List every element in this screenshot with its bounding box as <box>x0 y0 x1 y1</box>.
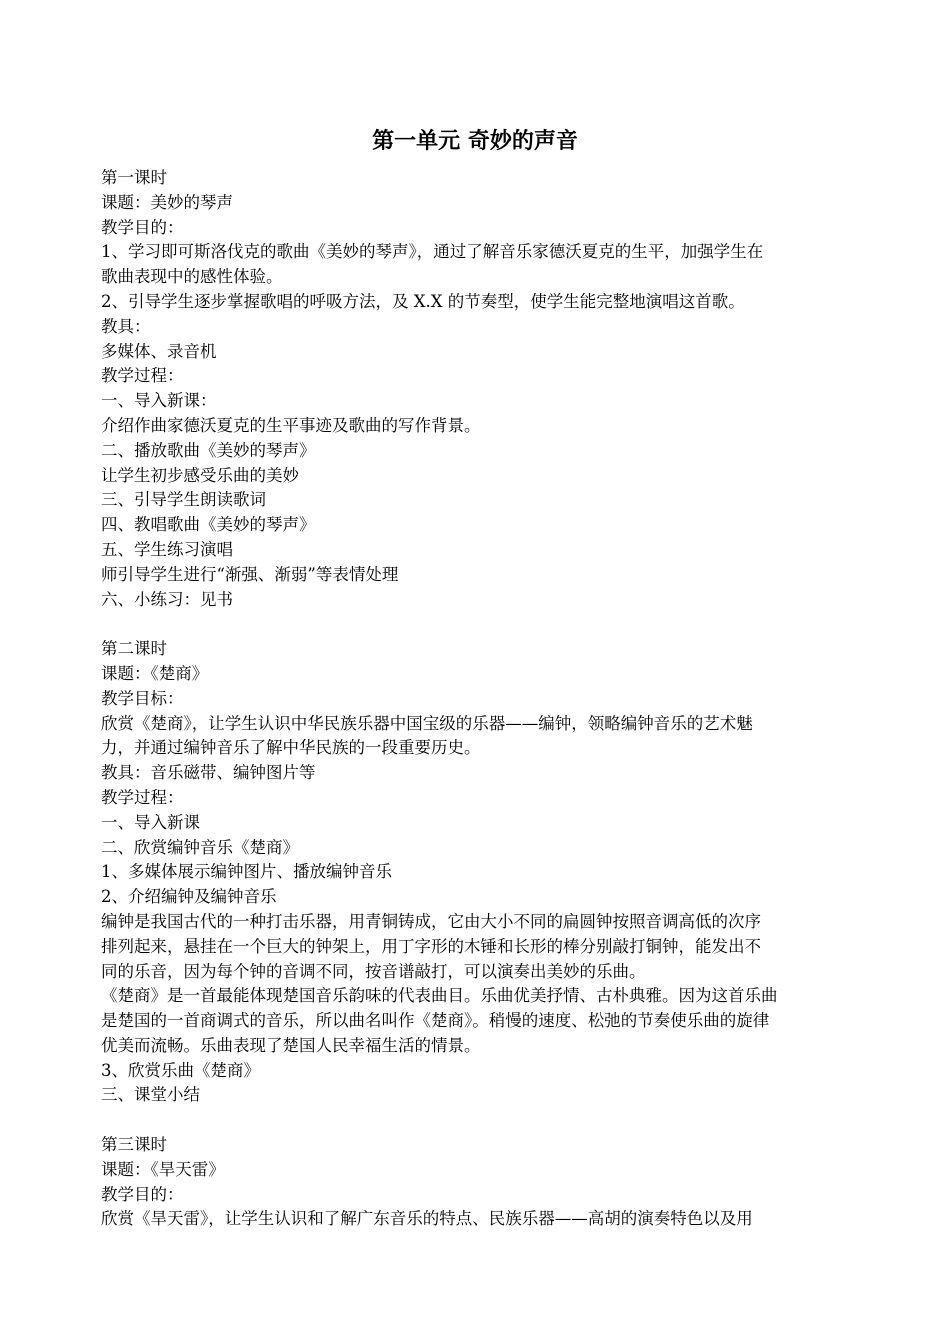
lesson-heading: 第一课时 <box>101 168 167 187</box>
process-step: 二、欣赏编钟音乐《楚商》 <box>101 837 299 857</box>
goal-text: 力，并通过编钟音乐了解中华民族的一段重要历史。 <box>101 738 481 758</box>
process-label: 教学过程： <box>101 787 184 807</box>
process-detail: 让学生初步感受乐曲的美妙 <box>101 465 299 485</box>
process-substep: 2、介绍编钟及编钟音乐 <box>101 887 277 907</box>
blank-line <box>101 612 853 637</box>
document-body <box>101 166 853 1232</box>
goal-text: 欣赏《楚商》，让学生认识中华民族乐器中国宝级的乐器——编钟，领略编钟音乐的艺术魅 <box>101 713 753 733</box>
tools-label: 教具： <box>101 316 151 336</box>
tools-text: 多媒体、录音机 <box>101 341 217 361</box>
process-substep: 1、多媒体展示编钟图片、播放编钟音乐 <box>101 862 392 882</box>
lesson-topic: 课题：《旱天雷》 <box>101 1159 225 1179</box>
goal-label: 教学目的： <box>101 1184 184 1204</box>
goal-label: 教学目的： <box>101 217 184 237</box>
process-detail: 介绍作曲家德沃夏克的生平事迹及歌曲的写作背景。 <box>101 415 481 435</box>
process-step: 三、引导学生朗读歌词 <box>101 490 266 510</box>
process-detail: 师引导学生进行“渐强、渐弱”等表情处理 <box>101 564 399 584</box>
goal-label: 教学目标： <box>101 688 184 708</box>
lesson-topic: 课题：《楚商》 <box>101 663 209 683</box>
process-step: 六、小练习：见书 <box>101 589 233 609</box>
lesson-heading: 第二课时 <box>101 639 167 659</box>
tools-text: 教具：音乐磁带、编钟图片等 <box>101 763 316 783</box>
paragraph-line: 优美而流畅。乐曲表现了楚国人民幸福生活的情景。 <box>101 1035 481 1055</box>
process-step: 一、导入新课 <box>101 812 200 832</box>
goal-text: 2、引导学生逐步掌握歌唱的呼吸方法，及 X.X 的节奏型，使学生能完整地演唱这首歌。 <box>101 291 745 311</box>
paragraph-line: 是楚国的一首商调式的音乐，所以曲名叫作《楚商》。稍慢的速度、松弛的节奏使乐曲的旋律 <box>101 1011 770 1031</box>
process-substep: 3、欣赏乐曲《楚商》 <box>101 1060 260 1080</box>
paragraph-line: 同的乐音，因为每个钟的音调不同，按音谱敲打，可以演奏出美妙的乐曲。 <box>101 961 646 981</box>
process-step: 三、课堂小结 <box>101 1085 200 1105</box>
paragraph-line: 编钟是我国古代的一种打击乐器，用青铜铸成，它由大小不同的扁圆钟按照音调高低的次序 <box>101 911 761 931</box>
goal-text: 1、学习即可斯洛伐克的歌曲《美妙的琴声》，通过了解音乐家德沃夏克的生平，加强学生在 <box>101 242 764 262</box>
process-label: 教学过程： <box>101 366 184 386</box>
process-step: 二、播放歌曲《美妙的琴声》 <box>101 440 316 460</box>
paragraph-line: 排列起来，悬挂在一个巨大的钟架上，用丁字形的木锤和长形的棒分别敲打铜钟，能发出不 <box>101 936 761 956</box>
document-title: 第一单元 奇妙的声音 <box>372 129 578 154</box>
blank-line <box>101 1108 853 1133</box>
lesson-topic: 课题：美妙的琴声 <box>101 192 233 212</box>
goal-text: 欣赏《旱天雷》，让学生认识和了解广东音乐的特点、民族乐器——高胡的演奏特色以及用 <box>101 1209 753 1229</box>
process-step: 四、教唱歌曲《美妙的琴声》 <box>101 515 316 535</box>
lesson-heading: 第三课时 <box>101 1135 167 1155</box>
process-step: 五、学生练习演唱 <box>101 539 233 559</box>
process-step: 一、导入新课： <box>101 391 217 411</box>
paragraph-line: 《楚商》是一首最能体现楚国音乐韵味的代表曲目。乐曲优美抒情、古朴典雅。因为这首乐曲 <box>101 986 778 1006</box>
goal-text: 歌曲表现中的感性体验。 <box>101 267 283 287</box>
